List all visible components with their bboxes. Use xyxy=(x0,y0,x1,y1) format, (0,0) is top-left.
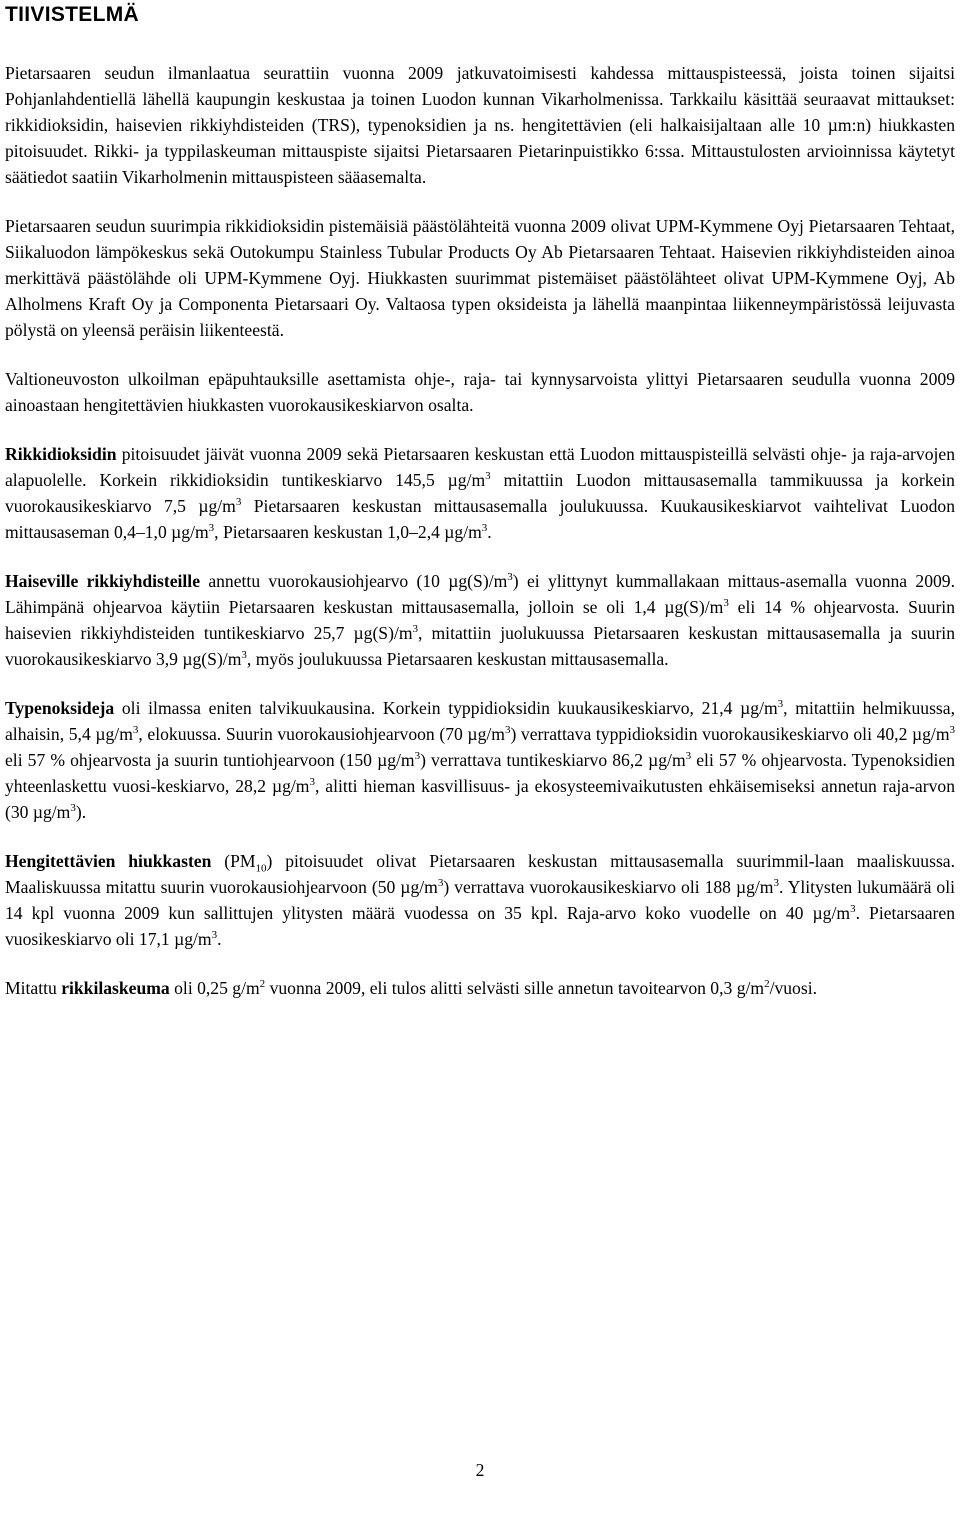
page-title: TIIVISTELMÄ xyxy=(5,3,139,26)
page-number: 2 xyxy=(475,1460,485,1480)
paragraph-emission-sources: Pietarsaaren seudun suurimpia rikkidioksidin pistemäisiä päästölähteitä vuonna 2009 olivat UPM-Kymmene Oyj Pietarsaaren Tehtaat, Siikaluodon lämpökeskus sekä Outokumpu Stainless Tubular Products Oy Ab Pietarsaaren Tehtaat. Haisevien rikkiyhdisteiden ainoa merkittävä päästölähde oli UPM-Kymmene Oyj. Hiukkasten suurimmat pistemäiset päästölähteet olivat UPM-Kymmene Oyj, Ab Alholmens Kraft Oy ja Componenta Pietarsaari Oy. Valtaosa typen oksideista ja lähellä maanpintaa liikenneympäristössä leijuvasta pölystä on yleensä peräisin liikenteestä. xyxy=(5,216,955,340)
sulphur-dioxide-heading: Rikkidioksidin xyxy=(5,444,117,464)
paragraph-sulphur-dioxide: Rikkidioksidin pitoisuudet jäivät vuonna 2009 sekä Pietarsaaren keskustan että Luodon mittauspisteillä selvästi ohje- ja raja-arvojen alapuolelle. Korkein rikkidioksidin tuntikeskiarvo 145,5 $\mu g/m^3$ mitattiin Luodon mittausasemalla tammikuussa ja korkein vuorokausikeskiarvo 7,5 $\mu g/m^3$ Pietarsaaren keskustan mittausasemalla joulukuussa. Kuukausikeskiarvot vaihtelivat Luodon mittausaseman 0,4–1,0 $\mu g/m^3$, Pietarsaaren keskustan 1,0–2,4 $\mu g/m^3$. xyxy=(5,444,955,542)
paragraph-limit-values: Valtioneuvoston ulkoilman epäpuhtauksille asettamista ohje-, raja- tai kynnysarvoista ylittyi Pietarsaaren seudulla vuonna 2009 ainoastaan hengitettävien hiukkasten vuorokausikeskiarvon osalta. xyxy=(5,369,955,415)
paragraph-intro: Pietarsaaren seudun ilmanlaatua seurattiin vuonna 2009 jatkuvatoimisesti kahdessa mittauspisteessä, joista toinen sijaitsi Pohjanlahdentiellä lähellä kaupungin keskustaa ja toinen Luodon kunnan Vikarholmenissa. Tarkkailu käsittää seuraavat mittaukset: rikkidioksidin, haisevien rikkiyhdisteiden (TRS), typenoksidien ja ns. hengitettävien (eli halkaisijaltaan alle 10 µm:n) hiukkasten pitoisuudet. Rikki- ja typpilaskeuman mittauspiste sijaitsi Pietarsaaren Pietarinpuistikko 6:ssa. Mittaustulosten arvioinnissa käytetyt säätiedot saatiin Vikarholmenin mittauspisteen sääasemalta. xyxy=(5,63,955,187)
paragraph-particles: Hengitettävien hiukkasten $(PM_{10})$ pitoisuudet olivat Pietarsaaren keskustan mittausasemalla suurimmil-laan maaliskuussa. Maaliskuussa mitattu suurin vuorokausiohjearvoon (50 $\mu g/m^3$) verrattava vuorokausikeskiarvo oli 188 $\mu g/m^3$. Ylitysten lukumäärä oli 14 kpl vuonna 2009 kun sallittujen ylitysten määrä vuodessa on 35 kpl. Raja-arvo koko vuodelle on 40 $\mu g/m^3$. Pietarsaaren vuosikeskiarvo oli 17,1 $\mu g/m^3$. xyxy=(5,851,956,949)
paragraph-trs: Haiseville rikkiyhdisteille annettu vuorokausiohjearvo (10 $\mu g(S)/m^3$) ei ylittynyt kummallakaan mittaus-asemalla vuonna 2009. Lähimpänä ohjearvoa käytiin Pietarsaaren keskustan mittausasemalla, jolloin se oli 1,4 $\mu g(S)/m^3$ eli 14 % ohjearvosta. Suurin haisevien rikkiyhdisteiden tuntikeskiarvo 25,7 $\mu g(S)/m^3$, mitattiin juolukuussa Pietarsaaren keskustan mittausasemalla ja suurin vuorokausikeskiarvo 3,9 $\mu g(S)/m^3$, myös joulukuussa Pietarsaaren keskustan mittausasemalla. xyxy=(5,571,955,669)
paragraph-nitrogen-oxides: Typenoksideja oli ilmassa eniten talvikuukausina. Korkein typpidioksidin kuukausikeskiarvo, 21,4 $\mu g/m^3$, mitattiin helmikuussa, alhaisin, 5,4 $\mu g/m^3$, elokuussa. Suurin vuorokausiohjearvoon (70 $\mu g/m^3$) verrattava typpidioksidin vuorokausikeskiarvo oli 40,2 $\mu g/m^3$ eli 57 % ohjearvosta ja suurin tuntiohjearvoon (150 $\mu g/m^3$) verrattava tuntikeskiarvo 86,2 $\mu g/m^3$ eli 57 % ohjearvosta. Typenoksidien yhteenlaskettu vuosi-keskiarvo, 28,2 $\mu g/m^3$, alitti hieman kasvillisuus- ja ekosysteemivaikutusten ehkäisemiseksi annetun raja-arvon (30 $\mu g/m^3$). xyxy=(5,698,956,822)
sulphur-deposition-heading: rikkilaskeuma xyxy=(61,978,170,998)
trs-heading: Haiseville rikkiyhdisteille xyxy=(5,571,201,591)
particles-heading: Hengitettävien hiukkasten xyxy=(5,851,212,871)
paragraph-sulphur-deposition: Mitattu rikkilaskeuma oli 0,25 $g/m^2$ vuonna 2009, eli tulos alitti selvästi sille annetun tavoitearvon 0,3 $g/m^2$/vuosi. xyxy=(5,978,817,998)
nitrogen-oxides-heading: Typenoksideja xyxy=(5,698,115,718)
